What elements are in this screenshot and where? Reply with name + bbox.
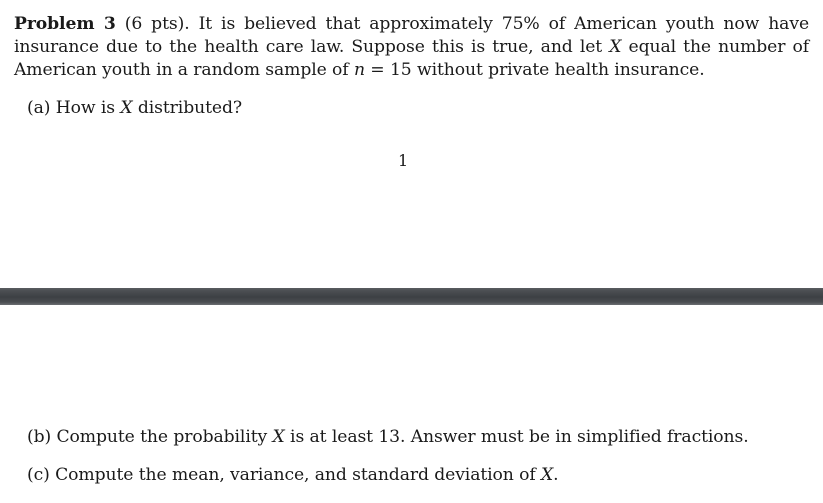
part-a-text-1: How is: [55, 98, 115, 118]
page-number: 1: [398, 151, 409, 170]
problem-text-3: = 15 without private health insurance.: [370, 60, 705, 80]
part-b-variable: X: [272, 427, 285, 447]
part-a-text-2: distributed?: [137, 98, 242, 118]
part-c-label: (c): [27, 465, 50, 485]
problem-text-2: equal the number of American youth in a random sample of: [14, 37, 809, 80]
page-separator: [0, 288, 823, 305]
part-a: [27, 97, 242, 120]
part-a-label: (a): [27, 98, 51, 118]
variable-x: X: [609, 37, 622, 57]
problem-text-1: It is believed that approximately 75% of American youth now have insurance due to the health care law. Suppose this is true, and let: [14, 14, 810, 57]
part-c-text-2: .: [553, 465, 559, 485]
part-b: [27, 426, 749, 449]
problem-points: (6 pts).: [124, 14, 190, 34]
problem-statement: [14, 13, 809, 82]
part-b-label: (b): [27, 427, 52, 447]
page-2: [0, 305, 823, 503]
part-b-text-2: is at least 13. Answer must be in simplified fractions.: [290, 427, 749, 447]
variable-n: n: [353, 60, 365, 80]
part-c: [27, 464, 559, 487]
part-c-text-1: Compute the mean, variance, and standard deviation of: [55, 465, 536, 485]
part-b-text-1: Compute the probability: [56, 427, 268, 447]
part-a-variable: X: [120, 98, 133, 118]
problem-heading: Problem 3: [14, 14, 116, 34]
part-c-variable: X: [541, 465, 554, 485]
